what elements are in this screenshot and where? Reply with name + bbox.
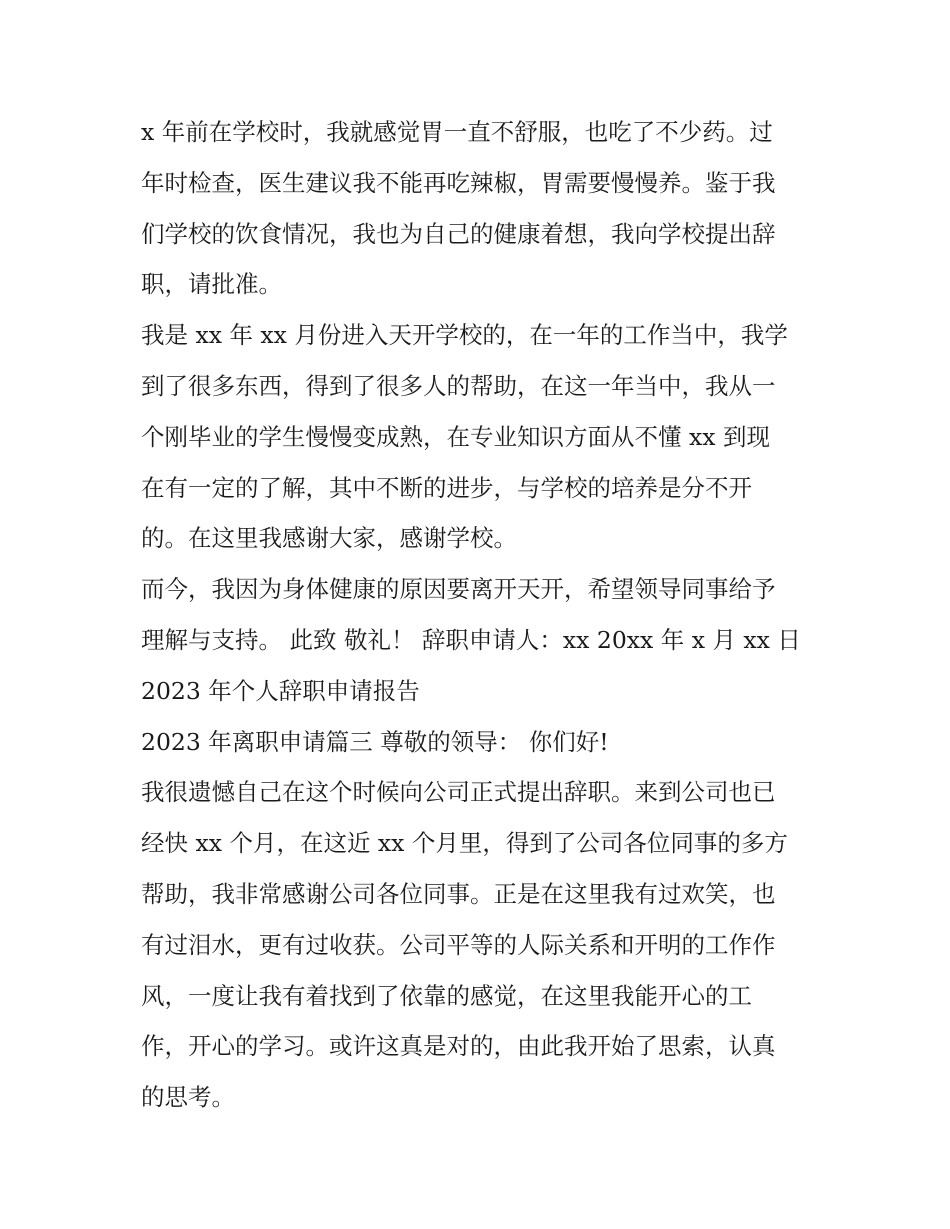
body-text-line: 作，开心的学习。或许这真是对的，由此我开始了思索，认真 — [141, 1032, 776, 1061]
body-text-line: 的。在这里我感谢大家，感谢学校。 — [141, 524, 517, 553]
body-text-line: 到了很多东西，得到了很多人的帮助，在这一年当中，我从一 — [141, 371, 776, 400]
body-text-line: x 年前在学校时，我就感觉胃一直不舒服，也吃了不少药。过 — [141, 118, 773, 146]
body-text-line: 理解与支持。 此致 敬礼！ 辞职申请人：xx 20xx 年 x 月 xx 日 — [141, 625, 801, 654]
body-text-line: 我是 xx 年 xx 月份进入天开学校的，在一年的工作当中，我学 — [141, 321, 788, 350]
body-text-line: 年时检查，医生建议我不能再吃辣椒，胃需要慢慢养。鉴于我 — [141, 168, 776, 197]
body-text-line: 职，请批准。 — [141, 270, 282, 299]
body-text-line: 们学校的饮食情况，我也为自己的健康着想，我向学校提出辞 — [141, 219, 776, 248]
body-text-line: 有过泪水，更有过收获。公司平等的人际关系和开明的工作作 — [141, 930, 776, 959]
body-text-line: 在有一定的了解，其中不断的进步，与学校的培养是分不开 — [141, 473, 752, 502]
body-text-line: 的思考。 — [141, 1083, 235, 1112]
body-text-line: 风，一度让我有着找到了依靠的感觉，在这里我能开心的工 — [141, 981, 752, 1010]
body-text-line: 2023 年离职申请篇三 尊敬的领导： 你们好! — [141, 727, 609, 756]
document-body — [141, 107, 821, 1123]
body-text-line: 个刚毕业的学生慢慢变成熟，在专业知识方面从不懂 xx 到现 — [141, 422, 770, 451]
heading-line: 2023 年个人辞职申请报告 — [141, 676, 420, 705]
body-text-line: 而今，我因为身体健康的原因要离开天开，希望领导同事给予 — [141, 575, 776, 604]
body-text-line: 帮助，我非常感谢公司各位同事。正是在这里我有过欢笑，也 — [141, 879, 776, 908]
body-text-line: 我很遗憾自己在这个时候向公司正式提出辞职。来到公司也已 — [141, 778, 776, 807]
body-text-line: 经快 xx 个月，在这近 xx 个月里，得到了公司各位同事的多方 — [141, 829, 788, 858]
